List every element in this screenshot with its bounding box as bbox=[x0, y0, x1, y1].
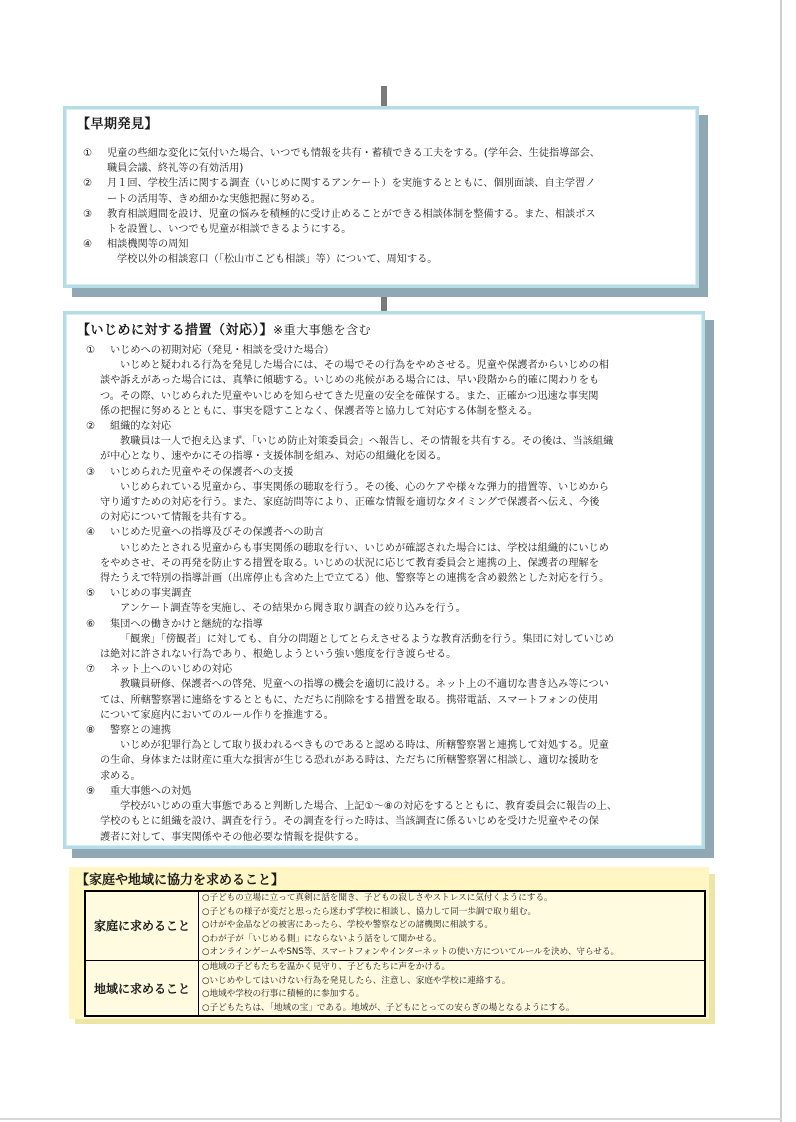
measures-list bbox=[86, 343, 617, 845]
early-item-text: 児童の些細な変化に気付いた場合、いつでも情報を共有・蓄積できる工夫をする。(学年会、生徒指導部会、 bbox=[107, 148, 600, 159]
early-item-4 bbox=[83, 237, 600, 252]
cooperation-bullet: ○いじめやしてはいけない行為を発見したら、注意し、家庭や学校に連絡する。 bbox=[202, 975, 511, 986]
home-row bbox=[85, 891, 705, 960]
cooperation-row-bullets bbox=[199, 960, 706, 1016]
measures-title bbox=[77, 319, 371, 338]
early-item-line: ートの活用等、きめ細かな実態把握に努める。 bbox=[107, 193, 321, 205]
early-item-text: 相談機関等の周知 bbox=[107, 239, 189, 251]
measure-item-9 bbox=[86, 784, 617, 799]
measure-item-heading: いじめられた児童やその保護者への支援 bbox=[110, 466, 294, 478]
cooperation-bullet: ○子どもの様子が変だと思ったら迷わず学校に相談し、協力して同一歩調で取り組む。 bbox=[202, 906, 537, 917]
measure-item-line: いじめと疑われる行為を発見した場合には、その場でその行為をやめさせる。児童や保護者からいじめの相 bbox=[120, 360, 609, 372]
measure-item-number: ⑤ bbox=[86, 588, 96, 600]
cooperation-bullet: ○オンラインゲームやSNS等、スマートフォンやインターネットの使い方についてルールを決め、守らせる。 bbox=[202, 947, 620, 958]
page-edge-right bbox=[780, 0, 782, 1122]
connector-bar-top bbox=[381, 86, 387, 108]
early-item-3 bbox=[83, 207, 600, 222]
measure-item-line: ては、所轄警察署に連絡をするとともに、ただちに削除をする措置を取る。携帯電話、スマートフォンの使用 bbox=[100, 694, 599, 706]
cooperation-bullet: ○子どもたちは、「地域の宝」である。地域が、子どもにとっての安らぎの場となるようにする。 bbox=[202, 1002, 575, 1013]
measure-item-line: 護者に対して、事実関係やその他必要な情報を提供する。 bbox=[100, 831, 365, 843]
cooperation-table bbox=[84, 890, 706, 1017]
measure-item-number: ④ bbox=[86, 527, 96, 539]
early-item-number: ③ bbox=[83, 208, 93, 220]
measure-item-8 bbox=[86, 723, 617, 738]
measure-item-line: 教職員研修、保護者への啓発、児童への指導の機会を適切に設ける。ネット上の不適切な書き込み等につい bbox=[120, 679, 609, 691]
early-item-line: トを設置し、いつでも児童が相談できるようにする。 bbox=[107, 224, 352, 236]
measure-item-3 bbox=[86, 465, 617, 480]
early-item-text: 教育相談週間を設け、児童の悩みを積極的に受け止めることができる相談体制を整備する。また、相談ポス bbox=[107, 208, 596, 220]
cooperation-title: 【家庭や地域に協力を求めること】 bbox=[76, 873, 285, 888]
early-item-number: ② bbox=[83, 178, 93, 190]
measure-item-1 bbox=[86, 343, 617, 358]
measure-item-line: の生命、身体または財産に重大な損害が生じる恐れがある時は、ただちに所轄警察署に相談し、適切な援助を bbox=[100, 755, 600, 767]
early-detection-list bbox=[83, 146, 600, 268]
measure-item-line: 学校のもとに組織を設け、調査を行う。その調査を行った時は、当該調査に係るいじめを受けた児童やその保 bbox=[100, 816, 599, 828]
measure-item-number: ⑥ bbox=[86, 618, 96, 630]
page-edge-bottom bbox=[0, 1118, 782, 1120]
measure-item-heading: いじめへの初期対応（発見・相談を受けた場合） bbox=[110, 345, 335, 356]
cooperation-bullet: ○けがや金品などの被害にあったら、学校や警察などの諸機関に相談する。 bbox=[202, 920, 494, 931]
cooperation-bullet: ○子どもの立場に立って真剣に話を聞き、子どもの寂しさやストレスに気付くようにする。 bbox=[202, 893, 553, 903]
measure-item-line: 係の把握に努めるとともに、事実を隠すことなく、保護者等と協力して対応する体制を整える。 bbox=[100, 405, 538, 417]
cooperation-row-label: 家庭に求めること bbox=[85, 891, 199, 960]
early-item-1 bbox=[83, 146, 600, 161]
measure-item-line: 教職員は一人で抱え込まず、「いじめ防止対策委員会」へ報告し、その情報を共有する。その後は、当該組織 bbox=[120, 436, 614, 448]
early-item-line: 学校以外の相談窓口（「松山市こども相談」等）について、周知する。 bbox=[117, 254, 438, 266]
measure-item-heading: 警察との連携 bbox=[110, 725, 172, 737]
measure-item-line: が中心となり、速やかにその指導・支援体制を組み、対応の組織化を図る。 bbox=[100, 451, 447, 463]
measure-item-heading: 組織的な対応 bbox=[110, 421, 172, 433]
measure-item-heading: 集団への働きかけと継続的な指導 bbox=[110, 618, 263, 630]
early-item-text: 月１回、学校生活に関する調査（いじめに関するアンケート）を実施するとともに、個別面談、自主学習ノ bbox=[107, 178, 596, 190]
measure-item-heading: ネット上へのいじめの対応 bbox=[110, 664, 233, 676]
measure-item-heading: いじめた児童への指導及びその保護者への助言 bbox=[110, 527, 324, 539]
measure-item-number: ⑦ bbox=[86, 664, 96, 676]
measure-item-line: アンケート調査等を実施し、その結果から聞き取り調査の絞り込みを行う。 bbox=[120, 603, 466, 615]
measure-item-line: いじめが犯罪行為として取り扱われるべきものであると認める時は、所轄警察署と連携して対処する。児童 bbox=[120, 740, 609, 752]
community-row bbox=[85, 960, 705, 1016]
measure-item-number: ② bbox=[86, 421, 96, 433]
measure-item-line: 談や訴えがあった場合には、真摯に傾聴する。いじめの兆候がある場合には、早い段階から的確に関わりをも bbox=[100, 375, 600, 387]
measure-item-line: の対応について情報を共有する。 bbox=[100, 512, 253, 524]
measure-item-heading: いじめの事実調査 bbox=[110, 588, 192, 600]
early-item-2 bbox=[83, 176, 600, 191]
measure-item-number: ① bbox=[86, 345, 96, 356]
measure-item-line: いじめたとされる児童からも事実関係の聴取を行い、いじめが確認された場合には、学校は組織的にいじめ bbox=[120, 542, 609, 554]
measure-item-line: は絶対に許されない行為であり、根絶しようという強い態度を行き渡らせる。 bbox=[100, 649, 457, 661]
measure-item-line: いじめられている児童から、事実関係の聴取を行う。その後、心のケアや様々な弾力的措置等、いじめから bbox=[120, 481, 609, 493]
measure-item-number: ③ bbox=[86, 466, 96, 478]
measure-item-line: 「観衆」「傍観者」に対しても、自分の問題としてとらえさせるような教育活動を行う。集団に対していじめ bbox=[120, 633, 615, 645]
measure-item-7 bbox=[86, 662, 617, 677]
measure-item-line: 守り通すための対応を行う。また、家庭訪問等により、正確な情報を適切なタイミングで保護者へ伝え、今後 bbox=[100, 497, 600, 509]
early-item-number: ① bbox=[83, 148, 93, 159]
early-detection-title: 【早期発見】 bbox=[77, 117, 159, 132]
cooperation-row-bullets bbox=[199, 891, 706, 960]
cooperation-row-label: 地域に求めること bbox=[85, 960, 199, 1016]
cooperation-bullet: ○地域や学校の行事に積極的に参加する。 bbox=[202, 989, 365, 1000]
cooperation-bullet: ○地域の子どもたちを温かく見守り、子どもたちに声をかける。 bbox=[202, 961, 451, 972]
measures-title-text: 【いじめに対する措置（対応）】 bbox=[77, 323, 274, 338]
measure-item-number: ⑨ bbox=[86, 785, 96, 797]
measure-item-2 bbox=[86, 419, 617, 434]
measure-item-5 bbox=[86, 586, 617, 601]
early-item-line: 職員会議、終礼等の有効活用) bbox=[107, 163, 244, 175]
cooperation-bullet: ○わが子が「いじめる側」にならないよう話をして聞かせる。 bbox=[202, 933, 442, 944]
measures-title-note: ※重大事態を含む bbox=[273, 323, 372, 337]
measure-item-heading: 重大事態への対処 bbox=[110, 785, 192, 797]
measure-item-line: 求める。 bbox=[100, 770, 141, 782]
early-detection-panel bbox=[63, 106, 699, 288]
measure-item-line: 得たうえで特別の指導計画（出席停止も含めた上で立てる）他、警察等との連携を含め毅然とした対応を行う。 bbox=[100, 573, 610, 585]
measure-item-line: 学校がいじめの重大事態であると判断した場合、上記①～⑧の対応をするとともに、教育委員会に報告の上、 bbox=[120, 801, 618, 813]
measures-panel bbox=[63, 311, 705, 849]
measure-item-line: つ。その際、いじめられた児童やいじめを知らせてきた児童の安全を確保する。また、正確かつ迅速な事実関 bbox=[100, 390, 599, 402]
measure-item-4 bbox=[86, 525, 617, 540]
measure-item-number: ⑧ bbox=[86, 725, 96, 737]
measure-item-line: について家庭内においてのルール作りを推進する。 bbox=[100, 709, 334, 721]
measure-item-6 bbox=[86, 617, 617, 632]
early-item-number: ④ bbox=[83, 239, 93, 251]
measure-item-line: をやめさせ、その再発を防止する措置を取る。いじめの状況に応じて教育委員会と連携の上、保護者の理解を bbox=[100, 557, 599, 569]
